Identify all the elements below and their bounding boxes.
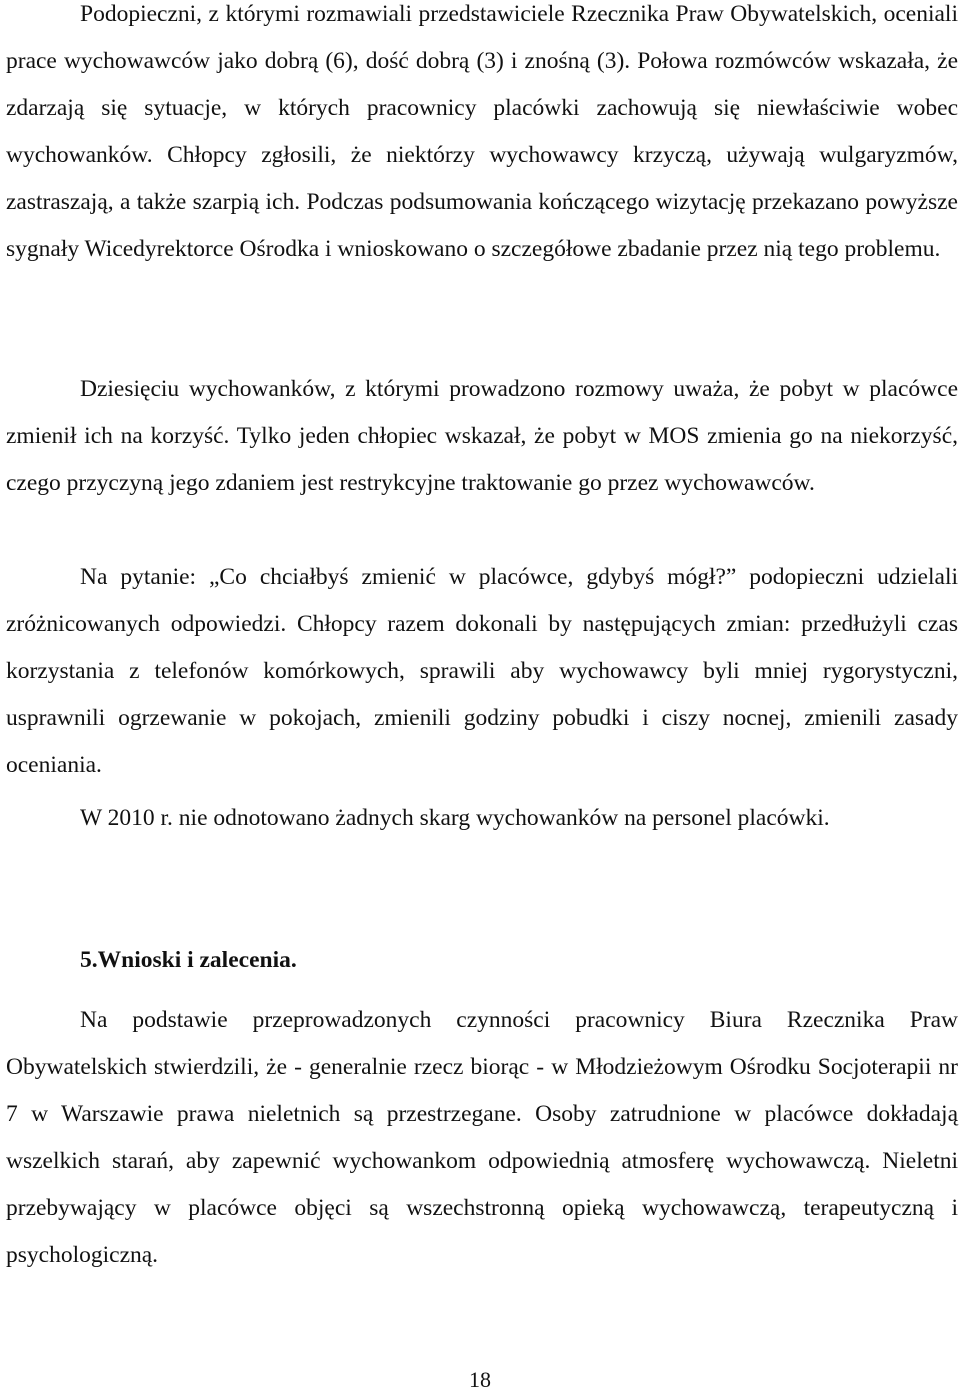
paragraph-staff-evaluation: Podopieczni, z którymi rozmawiali przedstawiciele Rzecznika Praw Obywatelskich, oceniali prace wychowawców jako dobrą (6), dość dobrą (3) i znośną (3). Połowa rozmówców wskazała, że zdarzają się sytuacje, w których pracownicy placówki zachowują się niewłaściwie wobec wychowanków. Chłopcy zgłosili, że niektórzy wychowawcy krzyczą, używają wulgaryzmów, zastraszają, a także szarpią ich. Podczas podsumowania kończącego wizytację przekazano powyższe sygnały Wicedyrektorce Ośrodka i wnioskowano o szczegółowe zbadanie przez nią tego problemu. (6, 1, 958, 262)
paragraph-stay-impact: Dziesięciu wychowanków, z którymi prowadzono rozmowy uważa, że pobyt w placówce zmienił ich na korzyść. Tylko jeden chłopiec wskazał, że pobyt w MOS zmienia go na niekorzyść, czego przyczyną jego zdaniem jest restrykcyjne traktowanie go przez wychowawców. (6, 376, 958, 496)
page-number: 18 (469, 1367, 491, 1392)
paragraph-complaints: W 2010 r. nie odnotowano żadnych skarg wychowanków na personel placówki. (80, 805, 830, 831)
paragraph-conclusion: Na podstawie przeprowadzonych czynności pracownicy Biura Rzecznika Praw Obywatelskich stwierdzili, że - generalnie rzecz biorąc - w Młodzieżowym Ośrodku Socjoterapii nr 7 w Warszawie prawa nieletnich są przestrzegane. Osoby zatrudnione w placówce dokładają wszelkich starań, aby zapewnić wychowankom odpowiednią atmosferę wychowawczą. Nieletni przebywający w placówce objęci są wszechstronną opieką wychowawczą, terapeutyczną i psychologiczną. (6, 1007, 958, 1268)
section-heading-conclusions: 5.Wnioski i zalecenia. (80, 947, 297, 973)
paragraph-desired-changes: Na pytanie: „Co chciałbyś zmienić w placówce, gdybyś mógł?” podopieczni udzielali zróżnicowanych odpowiedzi. Chłopcy razem dokonali by następujących zmian: przedłużyli czas korzystania z telefonów komórkowych, sprawili aby wychowawcy byli mniej rygorystyczni, usprawnili ogrzewanie w pokojach, zmienili godziny pobudki i ciszy nocnej, zmienili zasady oceniania. (6, 564, 958, 778)
